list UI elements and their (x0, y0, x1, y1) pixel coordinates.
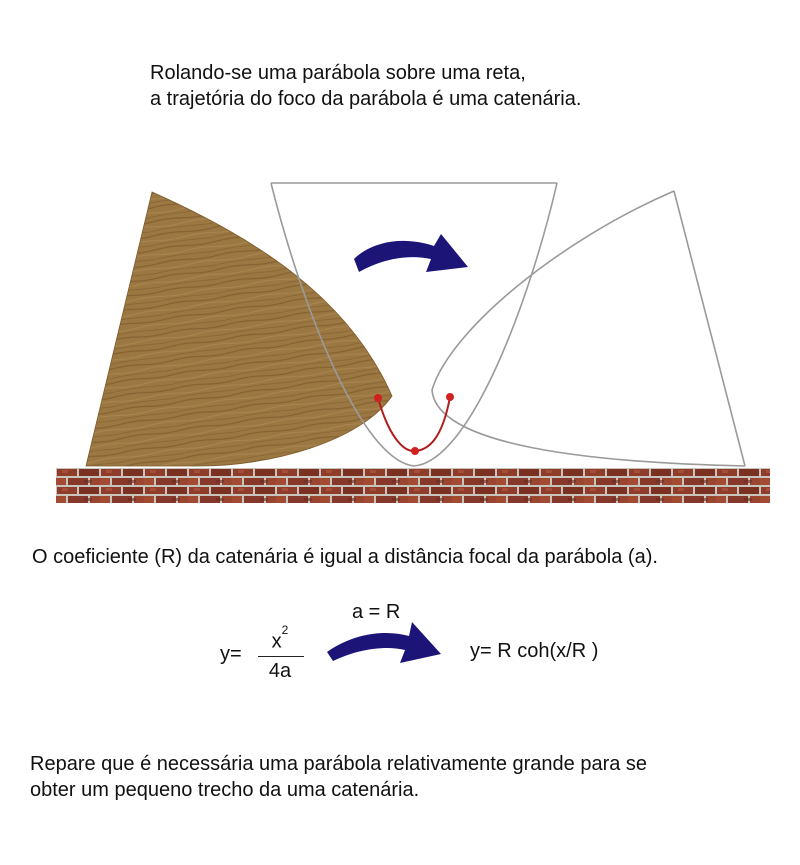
brick-wall-line (56, 468, 770, 503)
rotated-parabola-outline (432, 191, 745, 466)
coefficient-statement: O coeficiente (R) da catenária é igual a distância focal da parábola (a). (32, 546, 658, 568)
note-line-2: obter um pequeno trecho da uma catenária. (30, 779, 420, 801)
parabola-equation-prefix: y= (220, 643, 242, 665)
focus-point-right (446, 393, 454, 401)
condition-label: a = R (352, 601, 401, 623)
parabola-denominator: 4a (268, 660, 292, 682)
focus-point-bottom (411, 447, 419, 455)
note-text (30, 751, 647, 803)
intro-line-1: Rolando-se uma parábola sobre uma reta, (150, 62, 526, 84)
wooden-parabola (86, 192, 392, 466)
rotation-arrow-icon (354, 234, 468, 272)
parabola-exponent: 2 (281, 623, 289, 637)
fraction-bar (258, 656, 304, 657)
intro-line-2: a trajetória do foco da parábola é uma catenária. (150, 88, 582, 110)
parabola-numerator-var: x (271, 630, 282, 653)
parabola-numerator (256, 623, 304, 654)
parabola-equation (220, 624, 300, 684)
catenary-curve (378, 397, 450, 451)
implication-arrow-icon (327, 622, 441, 663)
catenary-equation: y= R coh(x/R ) (470, 640, 599, 662)
focus-point-left (374, 394, 382, 402)
note-line-1: Repare que é necessária uma parábola relativamente grande para se (30, 753, 648, 775)
